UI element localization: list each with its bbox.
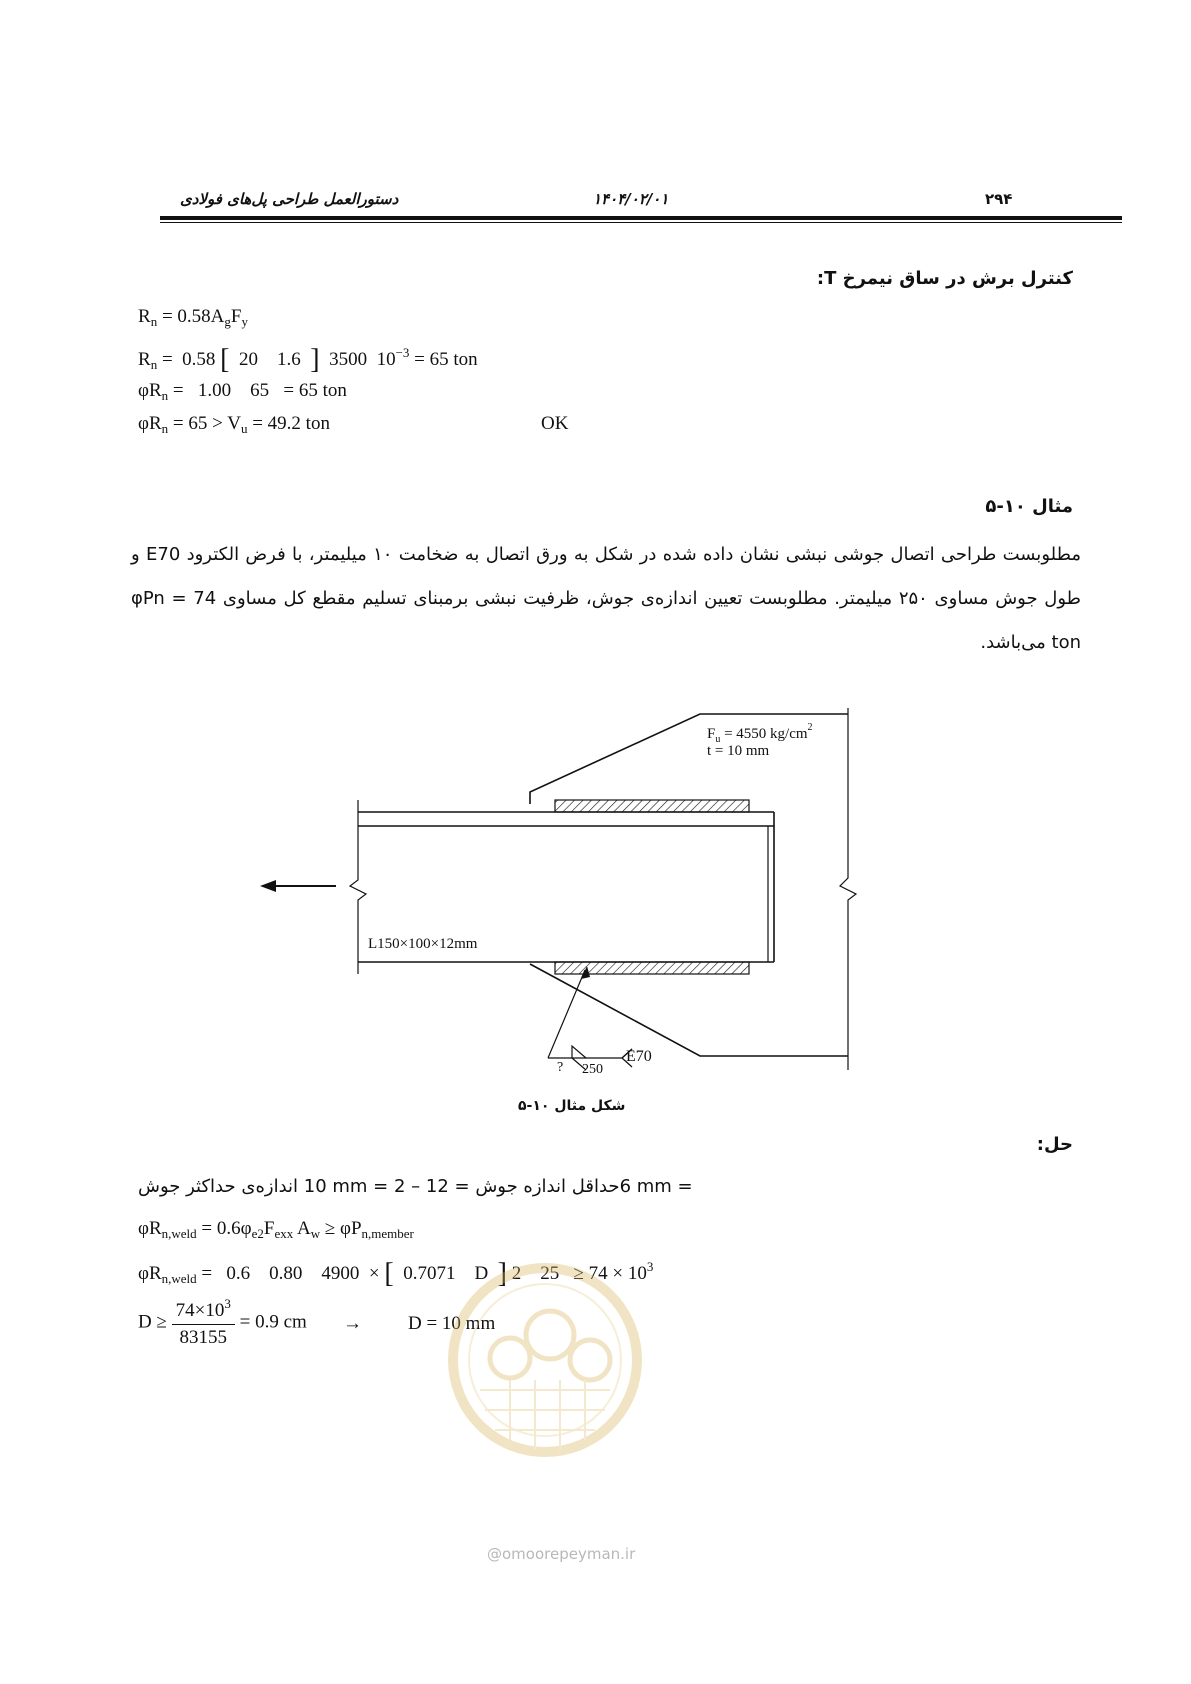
watermark-text: @omoorepeyman.ir [487,1545,636,1563]
electrode-label: E70 [626,1048,652,1065]
weld-size-result: D = 10 mm [408,1313,496,1334]
section-title: کنترل برش در ساق نیمرخ T: [816,268,1073,289]
header-book-title: دستورالعمل طراحی پل‌های فولادی [180,190,399,208]
equation-weld-capacity-values: $\varphi R_{n,weld} = 0.6$ 0.80 4900 × [ 0.7071 D ] 2 $25 \ge 74 \times 10^3$ [138,1258,654,1289]
weld-connection-figure [250,700,890,1090]
weld-size-fraction: $\frac{74\times 10^3}{83155}$ [172,1296,235,1349]
weld-length-label: 250 [582,1062,603,1077]
fillet-weld-symbol [572,1046,586,1058]
gusset-plate-outline-bottom [530,964,848,1056]
thickness-label: t = 10 mm [707,743,770,759]
example-body: مطلوبست طراحی اتصال جوشی نبشی نشان داده شده در شکل به ورق اتصال به ضخامت ۱۰ میلیمتر، با فرض الکترود E70 و طول جوش مساوی ۲۵۰ میلیمتر. مطلوبست تعیین اندازه‌ی جوش، ظرفیت نبشی برمبنای تسلیم مقطع کل مساوی ‎φPn = 74 ton‎ می‌باشد. [131,544,1081,653]
figure-caption: شکل مثال ۱۰-۵ [518,1098,626,1114]
equation-rn-formula: $R_n = 0.58A_gF_y$ [138,306,248,329]
equation-phi-rn-check: $\varphi R_n = 65 > V_u = 49.2$ ton [138,413,330,436]
right-break-line [840,708,856,1070]
ok-label: OK [541,413,569,434]
top-weld [555,800,749,812]
equation-weld-size: D ≥ $\frac{74\times 10^3}{83155}$ = 0.9 cm [138,1296,307,1348]
fu-label: $F_u = 4550$ $kg/cm^2$ [707,722,813,745]
header-date: ۱۴۰۴/۰۲/۰۱ [593,190,669,208]
watermark-logo [440,1240,650,1510]
header-rule-thin [160,222,1122,223]
solution-title: حل: [1036,1134,1073,1155]
angle-section-label: L150×100×12mm [368,936,478,952]
page-number: ۲۹۴ [985,190,1013,208]
header-rule-thick [160,216,1122,220]
example-title: مثال ۱۰-۵ [985,496,1073,517]
equation-rn-value: $R_n = 0.58$ [ 20 1.6 ] 3500 $10^{-3} = 65$ ton [138,344,478,375]
arrow-symbol: → [343,1313,362,1334]
equation-phi-rn: $\varphi R_n = 1.00$ 65 = 65 ton [138,380,347,403]
weld-size-limits: ‎6 mm = ‎حداقل اندازه جوش‎ 10 mm = 2 – 12 = ‎اندازه‌ی حداکثر جوش [138,1176,699,1197]
equation-weld-capacity: $\varphi R_{n,weld} = 0.6\varphi_{e2}F_{exx}$ $A_w \ge \varphi P_{n,member}$ [138,1218,414,1241]
weld-size-symbol: ? [557,1060,564,1075]
